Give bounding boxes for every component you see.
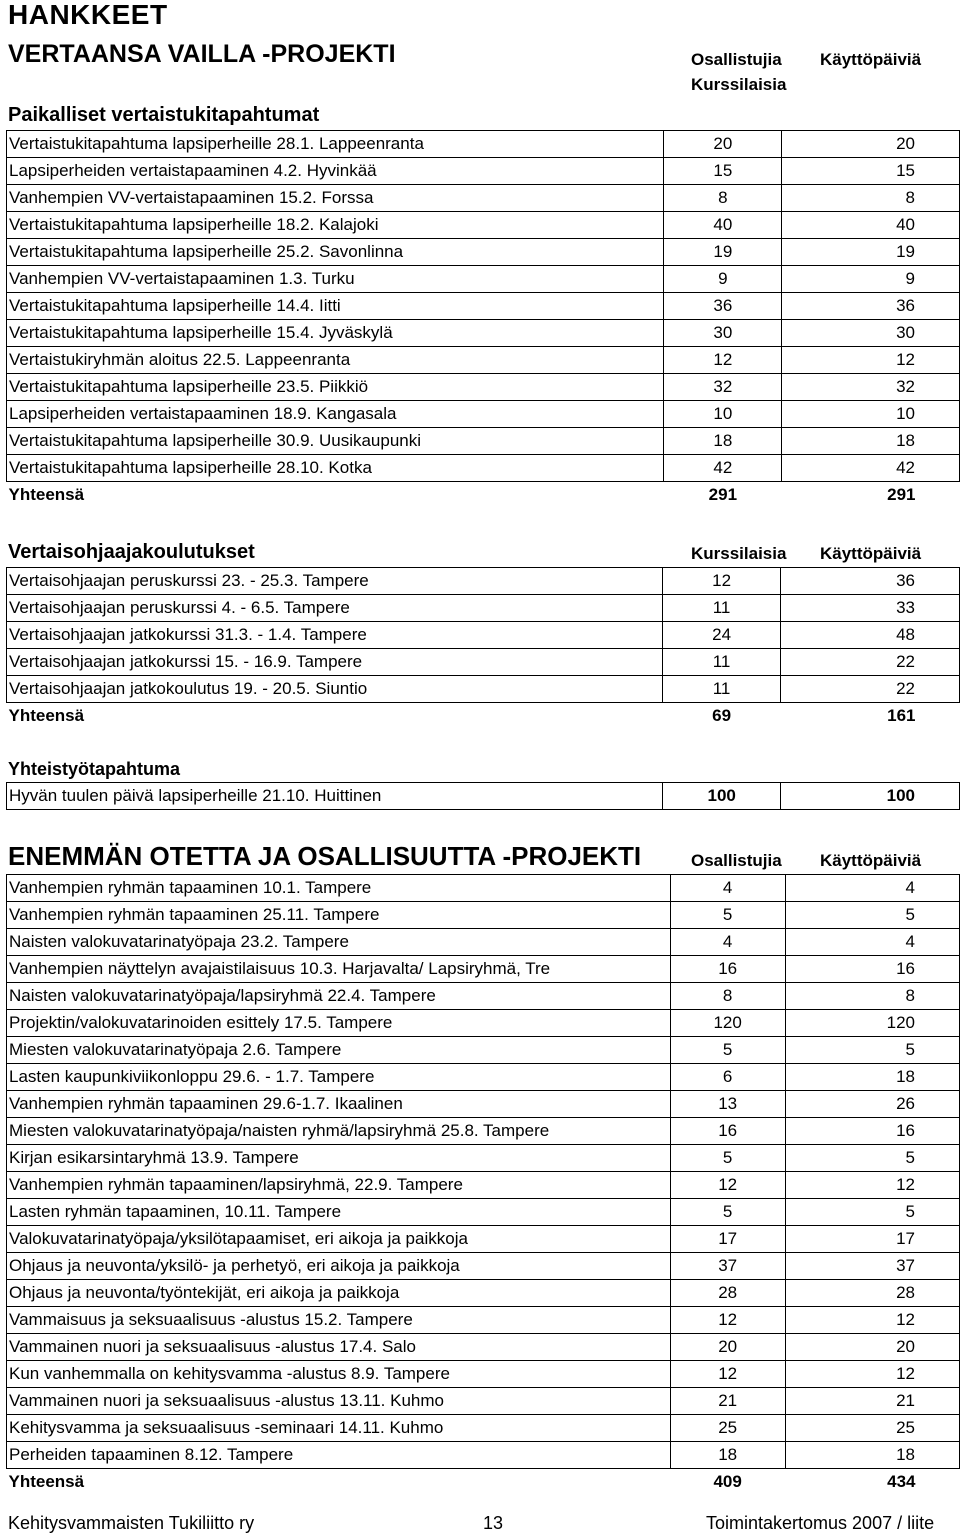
usage-days-cell: 9 [782, 266, 960, 293]
usage-days-cell: 16 [785, 1118, 959, 1145]
usage-days-cell: 4 [785, 929, 959, 956]
participants-cell: 4 [670, 929, 785, 956]
table-row [7, 1199, 960, 1226]
event-name-cell: Vertaistukitapahtuma lapsiperheille 28.10. Kotka [7, 455, 664, 482]
column-header-course-participants: Kurssilaisia [691, 75, 787, 94]
participants-cell: 4 [670, 875, 785, 902]
page-title: HANKKEET [8, 0, 168, 30]
table-row [7, 1253, 960, 1280]
participants-cell: 20 [664, 131, 782, 158]
usage-days-cell: 28 [785, 1280, 959, 1307]
participants-cell: 11 [662, 676, 780, 703]
section-title-local-events: Paikalliset vertaistukitapahtumat [8, 104, 320, 126]
event-name-cell: Projektin/valokuvatarinoiden esittely 17.5. Tampere [7, 1010, 671, 1037]
table-row [7, 131, 960, 158]
event-name-cell: Lasten ryhmän tapaaminen, 10.11. Tampere [7, 1199, 671, 1226]
participants-cell: 16 [670, 1118, 785, 1145]
section-title-cooperation-event: Yhteistyötapahtuma [8, 759, 181, 779]
usage-days-cell: 5 [785, 902, 959, 929]
usage-days-cell: 30 [782, 320, 960, 347]
table-row [7, 1118, 960, 1145]
event-name-cell: Vertaistukitapahtuma lapsiperheille 25.2. Savonlinna [7, 239, 664, 266]
participants-cell: 19 [664, 239, 782, 266]
total-label: Yhteensä [8, 1472, 85, 1491]
usage-days-cell: 20 [785, 1334, 959, 1361]
event-name-cell: Vammainen nuori ja seksuaalisuus -alustus 17.4. Salo [7, 1334, 671, 1361]
event-name-cell: Vertaistukitapahtuma lapsiperheille 15.4. Jyväskylä [7, 320, 664, 347]
table-row [7, 1280, 960, 1307]
total-label: Yhteensä [8, 706, 85, 725]
event-name-cell: Vertaistukitapahtuma lapsiperheille 28.1. Lappeenranta [7, 131, 664, 158]
participants-cell: 20 [670, 1334, 785, 1361]
participants-cell: 100 [662, 783, 781, 810]
total-row [7, 703, 960, 730]
total-participants: 409 [713, 1472, 742, 1491]
usage-days-cell: 32 [782, 374, 960, 401]
event-name-cell: Vanhempien ryhmän tapaaminen 25.11. Tampere [7, 902, 671, 929]
total-usage-days: 291 [887, 485, 916, 504]
usage-days-cell: 25 [785, 1415, 959, 1442]
event-name-cell: Vanhempien näyttelyn avajaistilaisuus 10.3. Harjavalta/ Lapsiryhmä, Tre [7, 956, 671, 983]
participants-cell: 18 [664, 428, 782, 455]
event-name-cell: Ohjaus ja neuvonta/työntekijät, eri aikoja ja paikkoja [7, 1280, 671, 1307]
table-row [7, 428, 960, 455]
usage-days-cell: 36 [781, 568, 960, 595]
participants-cell: 11 [662, 595, 780, 622]
usage-days-cell: 15 [782, 158, 960, 185]
usage-days-cell: 12 [785, 1361, 959, 1388]
usage-days-cell: 5 [785, 1145, 959, 1172]
column-header-participants: Osallistujia [691, 851, 782, 870]
total-usage-days: 434 [887, 1472, 916, 1491]
local-events-table [6, 130, 960, 508]
participants-cell: 5 [670, 902, 785, 929]
participants-cell: 12 [662, 568, 780, 595]
footer-organization: Kehitysvammaisten Tukiliitto ry [8, 1513, 255, 1533]
event-name-cell: Vertaistukitapahtuma lapsiperheille 30.9. Uusikaupunki [7, 428, 664, 455]
event-name-cell: Kehitysvamma ja seksuaalisuus -seminaari 14.11. Kuhmo [7, 1415, 671, 1442]
participants-cell: 36 [664, 293, 782, 320]
participants-cell: 5 [670, 1145, 785, 1172]
table-row [7, 1037, 960, 1064]
participants-cell: 10 [664, 401, 782, 428]
table-row [7, 158, 960, 185]
event-name-cell: Ohjaus ja neuvonta/yksilö- ja perhetyö, eri aikoja ja paikkoja [7, 1253, 671, 1280]
usage-days-cell: 22 [781, 676, 960, 703]
table-row [7, 1091, 960, 1118]
participants-cell: 13 [670, 1091, 785, 1118]
total-participants: 291 [708, 485, 738, 504]
footer-page-number: 13 [483, 1513, 504, 1533]
table-row [7, 1415, 960, 1442]
usage-days-cell: 18 [785, 1064, 959, 1091]
table-row [7, 1361, 960, 1388]
participants-cell: 21 [670, 1388, 785, 1415]
usage-days-cell: 8 [785, 983, 959, 1010]
participants-cell: 30 [664, 320, 782, 347]
event-name-cell: Vanhempien ryhmän tapaaminen/lapsiryhmä, 22.9. Tampere [7, 1172, 671, 1199]
table-row [7, 568, 960, 595]
total-row [7, 482, 960, 509]
usage-days-cell: 17 [785, 1226, 959, 1253]
participants-cell: 8 [670, 983, 785, 1010]
table-row [7, 1064, 960, 1091]
event-name-cell: Vammaisuus ja seksuaalisuus -alustus 15.2. Tampere [7, 1307, 671, 1334]
event-name-cell: Lapsiperheiden vertaistapaaminen 4.2. Hyvinkää [7, 158, 664, 185]
usage-days-cell: 20 [782, 131, 960, 158]
usage-days-cell: 26 [785, 1091, 959, 1118]
event-name-cell: Vertaisohjaajan peruskurssi 23. - 25.3. Tampere [7, 568, 663, 595]
event-name-cell: Miesten valokuvatarinatyöpaja/naisten ryhmä/lapsiryhmä 25.8. Tampere [7, 1118, 671, 1145]
column-header-participants: Osallistujia [691, 50, 782, 69]
table-row [7, 783, 960, 810]
usage-days-cell: 12 [785, 1307, 959, 1334]
event-name-cell: Vertaistukitapahtuma lapsiperheille 18.2. Kalajoki [7, 212, 664, 239]
total-label: Yhteensä [8, 485, 85, 504]
table-row [7, 1010, 960, 1037]
table-row [7, 1334, 960, 1361]
usage-days-cell: 5 [785, 1037, 959, 1064]
participants-cell: 12 [670, 1361, 785, 1388]
cooperation-table [6, 782, 960, 810]
table-row [7, 320, 960, 347]
table-row [7, 929, 960, 956]
event-name-cell: Vertaisohjaajan peruskurssi 4. - 6.5. Tampere [7, 595, 663, 622]
event-name-cell: Vertaistukitapahtuma lapsiperheille 23.5. Piikkiö [7, 374, 664, 401]
usage-days-cell: 22 [781, 649, 960, 676]
table-row [7, 293, 960, 320]
table-row [7, 347, 960, 374]
participants-cell: 40 [664, 212, 782, 239]
participants-cell: 120 [670, 1010, 785, 1037]
participants-cell: 5 [670, 1199, 785, 1226]
participants-cell: 12 [670, 1172, 785, 1199]
event-name-cell: Kun vanhemmalla on kehitysvamma -alustus 8.9. Tampere [7, 1361, 671, 1388]
table-row [7, 1172, 960, 1199]
event-name-cell: Vertaisohjaajan jatkokurssi 15. - 16.9. Tampere [7, 649, 663, 676]
usage-days-cell: 19 [782, 239, 960, 266]
event-name-cell: Vanhempien ryhmän tapaaminen 10.1. Tampere [7, 875, 671, 902]
table-row [7, 239, 960, 266]
participants-cell: 8 [664, 185, 782, 212]
participants-cell: 28 [670, 1280, 785, 1307]
participants-cell: 17 [670, 1226, 785, 1253]
event-name-cell: Vertaisohjaajan jatkokoulutus 19. - 20.5. Siuntio [7, 676, 663, 703]
event-name-cell: Vammainen nuori ja seksuaalisuus -alustus 13.11. Kuhmo [7, 1388, 671, 1415]
usage-days-cell: 18 [785, 1442, 959, 1469]
project2-table [6, 874, 960, 1495]
usage-days-cell: 12 [785, 1172, 959, 1199]
total-participants: 69 [712, 706, 732, 725]
participants-cell: 16 [670, 956, 785, 983]
event-name-cell: Naisten valokuvatarinatyöpaja 23.2. Tampere [7, 929, 671, 956]
table-row [7, 1145, 960, 1172]
table-row [7, 1307, 960, 1334]
table-row [7, 622, 960, 649]
participants-cell: 25 [670, 1415, 785, 1442]
footer-report-title: Toimintakertomus 2007 / liite [706, 1513, 935, 1533]
event-name-cell: Naisten valokuvatarinatyöpaja/lapsiryhmä 22.4. Tampere [7, 983, 671, 1010]
event-name-cell: Lasten kaupunkiviikonloppu 29.6. - 1.7. Tampere [7, 1064, 671, 1091]
table-row [7, 956, 960, 983]
column-header-usage-days: Käyttöpäiviä [820, 544, 922, 563]
project-title: VERTAANSA VAILLA -PROJEKTI [8, 40, 396, 68]
event-name-cell: Miesten valokuvatarinatyöpaja 2.6. Tampere [7, 1037, 671, 1064]
usage-days-cell: 12 [782, 347, 960, 374]
table-row [7, 595, 960, 622]
section-title-trainings: Vertaisohjaajakoulutukset [8, 541, 255, 563]
participants-cell: 24 [662, 622, 780, 649]
usage-days-cell: 48 [781, 622, 960, 649]
usage-days-cell: 8 [782, 185, 960, 212]
participants-cell: 9 [664, 266, 782, 293]
total-row [7, 1469, 960, 1496]
event-name-cell: Lapsiperheiden vertaistapaaminen 18.9. Kangasala [7, 401, 664, 428]
usage-days-cell: 4 [785, 875, 959, 902]
usage-days-cell: 37 [785, 1253, 959, 1280]
column-header-usage-days: Käyttöpäiviä [820, 50, 922, 69]
usage-days-cell: 120 [785, 1010, 959, 1037]
participants-cell: 12 [664, 347, 782, 374]
table-row [7, 1226, 960, 1253]
event-name-cell: Perheiden tapaaminen 8.12. Tampere [7, 1442, 671, 1469]
column-header-course-participants: Kurssilaisia [691, 544, 787, 563]
table-row [7, 266, 960, 293]
table-row [7, 983, 960, 1010]
usage-days-cell: 42 [782, 455, 960, 482]
participants-cell: 11 [662, 649, 780, 676]
participants-cell: 32 [664, 374, 782, 401]
event-name-cell: Valokuvatarinatyöpaja/yksilötapaamiset, eri aikoja ja paikkoja [7, 1226, 671, 1253]
usage-days-cell: 36 [782, 293, 960, 320]
project-title-2: ENEMMÄN OTETTA JA OSALLISUUTTA -PROJEKTI [8, 841, 642, 871]
event-name-cell: Vanhempien ryhmän tapaaminen 29.6-1.7. Ikaalinen [7, 1091, 671, 1118]
usage-days-cell: 40 [782, 212, 960, 239]
usage-days-cell: 18 [782, 428, 960, 455]
column-header-usage-days: Käyttöpäiviä [820, 851, 922, 870]
event-name-cell: Vertaisohjaajan jatkokurssi 31.3. - 1.4. Tampere [7, 622, 663, 649]
participants-cell: 15 [664, 158, 782, 185]
trainings-table [6, 567, 960, 729]
participants-cell: 12 [670, 1307, 785, 1334]
usage-days-cell: 5 [785, 1199, 959, 1226]
event-name-cell: Vertaistukitapahtuma lapsiperheille 14.4. Iitti [7, 293, 664, 320]
usage-days-cell: 21 [785, 1388, 959, 1415]
event-name-cell: Vanhempien VV-vertaistapaaminen 1.3. Turku [7, 266, 664, 293]
table-row [7, 1442, 960, 1469]
table-row [7, 649, 960, 676]
total-usage-days: 161 [887, 706, 916, 725]
participants-cell: 18 [670, 1442, 785, 1469]
table-row [7, 185, 960, 212]
usage-days-cell: 10 [782, 401, 960, 428]
table-row [7, 401, 960, 428]
table-row [7, 455, 960, 482]
table-row [7, 374, 960, 401]
table-row [7, 875, 960, 902]
participants-cell: 42 [664, 455, 782, 482]
event-name-cell: Kirjan esikarsintaryhmä 13.9. Tampere [7, 1145, 671, 1172]
table-row [7, 902, 960, 929]
usage-days-cell: 16 [785, 956, 959, 983]
participants-cell: 5 [670, 1037, 785, 1064]
participants-cell: 37 [670, 1253, 785, 1280]
table-row [7, 676, 960, 703]
table-row [7, 212, 960, 239]
event-name-cell: Vanhempien VV-vertaistapaaminen 15.2. Forssa [7, 185, 664, 212]
usage-days-cell: 33 [781, 595, 960, 622]
table-row [7, 1388, 960, 1415]
event-name-cell: Vertaistukiryhmän aloitus 22.5. Lappeenranta [7, 347, 664, 374]
participants-cell: 6 [670, 1064, 785, 1091]
usage-days-cell: 100 [781, 783, 960, 810]
event-name-cell: Hyvän tuulen päivä lapsiperheille 21.10. Huittinen [7, 783, 663, 810]
